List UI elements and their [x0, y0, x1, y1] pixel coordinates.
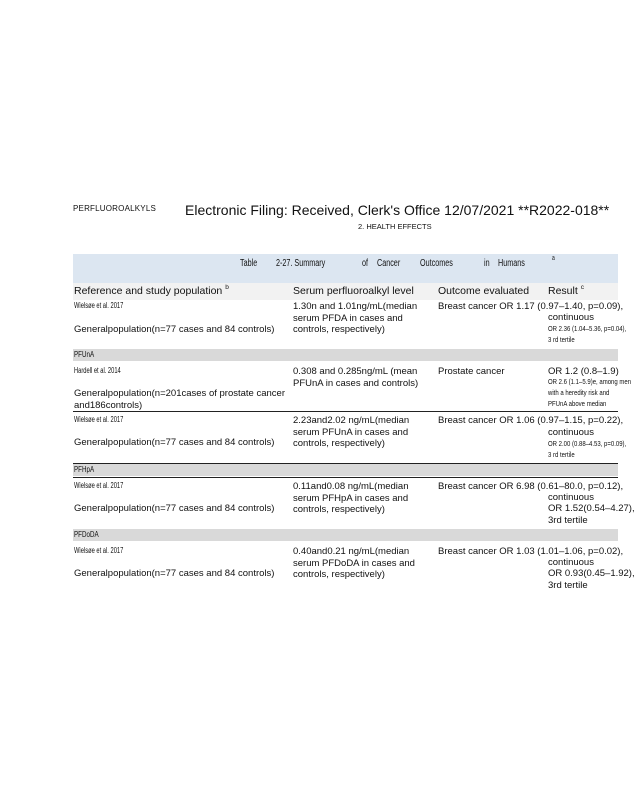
- chemical-band-pfdoda-label: PFDoDA: [74, 530, 99, 539]
- table-row-3-population: Generalpopulation(n=77 cases and 84 controls): [74, 437, 275, 448]
- table-row-7-ref: Wielsøe et al. 2017: [74, 546, 124, 555]
- table-caption-band: [73, 254, 618, 283]
- table-row-3-result-small1: OR 2.00 (0.88–4.53, p=0.09),: [548, 439, 627, 448]
- column-header-level: Serum perfluoroalkyl level: [293, 285, 414, 297]
- table-row-2-population: Generalpopulation(n=201cases of prostate cancer and186controls): [74, 388, 285, 411]
- table-row-0-result-small2: 3 rd tertile: [548, 335, 575, 344]
- caption-table-number: 2-27. Summary: [276, 258, 326, 269]
- table-row-2-result-small1: OR 2.6 (1.1–5.9)e, among men: [548, 377, 632, 386]
- column-header-result-note: c: [580, 284, 584, 291]
- column-header-reference-note: b: [225, 284, 229, 291]
- table-row-5-result-fourth: 3rd tertile: [548, 515, 588, 526]
- table-row-7-result-first: Breast cancer OR 1.03 (1.01–1.06, p=0.02),: [438, 546, 624, 557]
- chemical-band-pfuna: [73, 349, 618, 361]
- table-row-7-level: 0.40and0.21 ng/mL(median serum PFDoDA in cases and controls, respectively): [293, 546, 415, 580]
- table-row-2-outcome: Prostate cancer: [438, 366, 505, 377]
- table-row-3-ref: Wielsøe et al. 2017: [74, 415, 124, 424]
- table-row-5-result-second: continuous: [548, 492, 594, 503]
- table-row-7-result-fourth: 3rd tertile: [548, 580, 588, 591]
- caption-in: in: [484, 258, 490, 269]
- table-row-3-level: 2.23and2.02 ng/mL(median serum PFUnA in cases and controls, respectively): [293, 415, 410, 449]
- column-header-outcome: Outcome evaluated: [438, 285, 530, 297]
- table-row-0-result-small1: OR 2.36 (1.04–5.36, p=0.04),: [548, 324, 627, 333]
- table-row-5-result-first: Breast cancer OR 6.98 (0.61–80.0, p=0.12),: [438, 481, 624, 492]
- table-row-2-ref: Hardell et al. 2014: [74, 366, 121, 375]
- section-subtitle: 2. HEALTH EFFECTS: [358, 222, 432, 231]
- table-row-2-result-small2: with a heredity risk and: [548, 388, 610, 397]
- table-row-0-level: 1.30n and 1.01ng/mL(median serum PFDA in cases and controls, respectively): [293, 301, 418, 335]
- chemical-band-pfdoda: [73, 529, 618, 541]
- table-row-5-level: 0.11and0.08 ng/mL(median serum PFHpA in cases and controls, respectively): [293, 481, 409, 515]
- table-row-5-population: Generalpopulation(n=77 cases and 84 controls): [74, 503, 275, 514]
- table-row-5-ref: Wielsøe et al. 2017: [74, 481, 124, 490]
- row-divider: [73, 477, 618, 478]
- caption-table-word: Table: [240, 258, 258, 269]
- table-row-3-result-first: Breast cancer OR 1.06 (0.97–1.15, p=0.22),: [438, 415, 624, 426]
- caption-humans: Humans: [498, 258, 525, 269]
- table-row-3-result-second: continuous: [548, 427, 594, 438]
- caption-outcomes: Outcomes: [420, 258, 453, 269]
- chemical-band-pfhpa: [73, 464, 618, 476]
- chemical-band-pfuna-label: PFUnA: [74, 350, 95, 359]
- caption-footnote-a: a: [552, 255, 555, 262]
- table-row-2-result-second: OR 1.2 (0.8–1.9): [548, 366, 619, 377]
- caption-of: of: [362, 258, 369, 269]
- row-divider: [73, 411, 618, 412]
- table-row-7-population: Generalpopulation(n=77 cases and 84 controls): [74, 568, 275, 579]
- table-row-3-result-small2: 3 rd tertile: [548, 450, 575, 459]
- table-row-7-result-third: OR 0.93(0.45–1.92),: [548, 568, 635, 579]
- table-row-2-result-small3: PFUnA above median: [548, 399, 607, 408]
- table-row-0-result-second: continuous: [548, 312, 594, 323]
- column-header-reference: Reference and study population $^b$: [74, 284, 229, 297]
- table-row-5-result-third: OR 1.52(0.54–4.27),: [548, 503, 635, 514]
- chemical-band-pfhpa-label: PFHpA: [74, 465, 95, 474]
- table-row-2-level: 0.308 and 0.285ng/mL (mean PFUnA in cases and controls): [293, 366, 419, 389]
- table-row-0-ref: Wielsøe et al. 2017: [74, 301, 124, 310]
- table-row-7-result-second: continuous: [548, 557, 594, 568]
- caption-cancer: Cancer: [377, 258, 401, 269]
- running-header-left: PERFLUOROALKYLS: [73, 204, 157, 213]
- table-row-0-result-first: Breast cancer OR 1.17 (0.97–1.40, p=0.09),: [438, 301, 624, 312]
- table-row-0-population: Generalpopulation(n=77 cases and 84 controls): [74, 324, 275, 335]
- column-header-result: Result $^c$: [548, 284, 584, 297]
- filing-stamp-title: Electronic Filing: Received, Clerk's Office 12/07/2021 **R2022-018**: [185, 202, 610, 218]
